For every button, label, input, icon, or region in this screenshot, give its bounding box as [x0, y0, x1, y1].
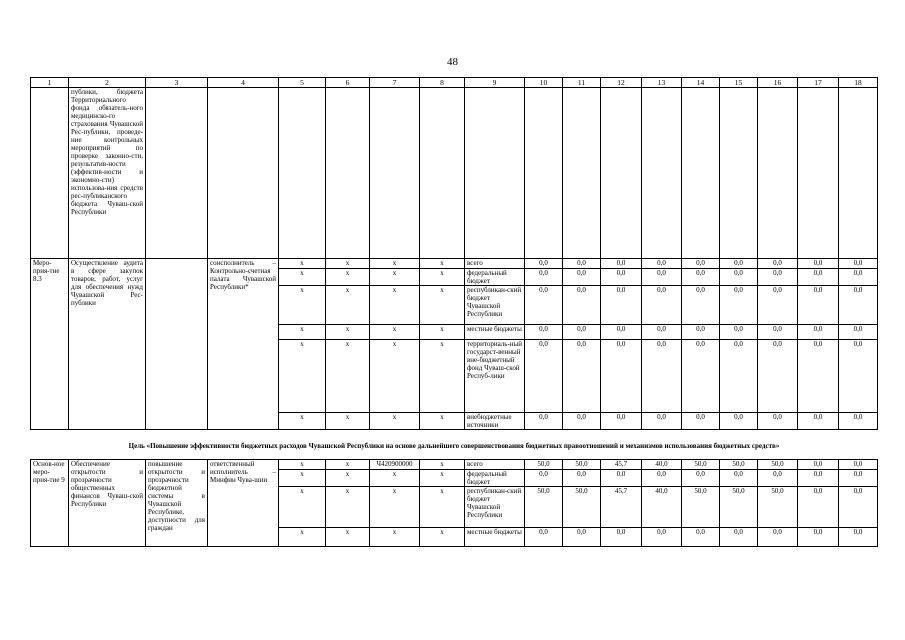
main-measure-9-value: 50,0: [682, 487, 720, 528]
measure-8-3-code-cell: x: [420, 340, 465, 413]
measure-8-3-value: 0,0: [601, 259, 642, 269]
measure-8-3-value: 0,0: [642, 269, 682, 286]
measure-8-3-value: 0,0: [563, 413, 601, 430]
main-measure-9-code-cell: x: [370, 528, 420, 547]
measure-8-3-value: 0,0: [563, 286, 601, 325]
measure-8-3-value: 0,0: [525, 413, 563, 430]
main-measure-9-value: 50,0: [563, 487, 601, 528]
main-measure-9-value: 40,0: [642, 460, 682, 470]
measure-8-3-code-cell: x: [420, 325, 465, 340]
measure-8-3-value: 0,0: [563, 340, 601, 413]
measure-8-3-value: 0,0: [601, 325, 642, 340]
main-measure-9-value: 0,0: [720, 528, 758, 547]
measure-8-3-value: 0,0: [839, 269, 878, 286]
main-measure-9-value: 0,0: [839, 487, 878, 528]
measure-8-3-source: местные бюджеты: [465, 325, 525, 340]
column-header-7: 7: [370, 78, 420, 88]
goal-row: [31, 430, 878, 460]
main-measure-9-executor: ответственный исполнитель – Минфин Чува-шии: [208, 460, 279, 547]
measure-8-3-code-cell: x: [370, 286, 420, 325]
measure-8-3-value: 0,0: [525, 269, 563, 286]
main-measure-9-value: 0,0: [601, 528, 642, 547]
measure-8-3-code-cell: x: [279, 286, 326, 325]
main-measure-9-value: 0,0: [839, 528, 878, 547]
column-header-15: 15: [720, 78, 758, 88]
measure-8-3-value: 0,0: [720, 340, 758, 413]
main-measure-9-code-cell: x: [370, 487, 420, 528]
measure-8-3-code-cell: x: [279, 413, 326, 430]
measure-8-3-value: 0,0: [720, 413, 758, 430]
main-measure-9-code-cell: x: [420, 470, 465, 487]
measure-8-3-value: 0,0: [563, 269, 601, 286]
measure-8-3-code-cell: x: [370, 269, 420, 286]
column-header-9: 9: [465, 78, 525, 88]
measure-8-3-value: 0,0: [525, 286, 563, 325]
continuation-description: публики, бюджета Территориального фонда обязатель-ного медицинско-го страхования Чувашской Рес-публики, проведе-ние контрольных мероприятий по проверке законно-сти, результатив-ности (эффектив-ности и экономно-сти) использова-ния средств рес-публиканского бюджета Чуваш-ской Республики: [69, 88, 146, 259]
main-measure-9-value: 0,0: [563, 470, 601, 487]
measure-8-3-value: 0,0: [798, 413, 839, 430]
column-header-12: 12: [601, 78, 642, 88]
main-measure-9-row: [31, 460, 878, 470]
measure-8-3-code-cell: x: [370, 413, 420, 430]
measure-8-3-value: 0,0: [682, 340, 720, 413]
main-measure-9-value: 0,0: [798, 460, 839, 470]
goal-heading: Цель «Повышение эффективности бюджетных расходов Чувашской Республики на основе дальнейшего совершенствования бюджетных правоотношений и механизмов использования бюджетных средств»: [31, 430, 878, 460]
measure-8-3-code-cell: x: [326, 269, 370, 286]
main-measure-9-source: федеральный бюджет: [465, 470, 525, 487]
main-measure-9-code-cell: x: [326, 470, 370, 487]
measure-8-3-value: 0,0: [642, 325, 682, 340]
measure-8-3-value: 0,0: [601, 286, 642, 325]
main-measure-9-source: всего: [465, 460, 525, 470]
measure-8-3-code-cell: x: [326, 259, 370, 269]
main-measure-9-code-cell: x: [279, 528, 326, 547]
measure-8-3-code-cell: x: [326, 286, 370, 325]
main-measure-9-value: 45,7: [601, 487, 642, 528]
measure-8-3-value: 0,0: [758, 413, 798, 430]
measure-8-3-value: 0,0: [798, 340, 839, 413]
main-measure-9-code-cell: x: [326, 528, 370, 547]
column-header-13: 13: [642, 78, 682, 88]
measure-8-3-value: 0,0: [601, 413, 642, 430]
measure-8-3-value: 0,0: [798, 286, 839, 325]
main-measure-9-description: Обеспечение открытости и прозрачности общественных финансов Чуваш-ской Республики: [69, 460, 146, 547]
measure-8-3-description: Осуществление аудита в сфере закупок товаров, работ, услуг для обеспечения нужд Чувашской Рес-публики: [69, 259, 146, 430]
measure-8-3-value: 0,0: [839, 259, 878, 269]
column-header-1: 1: [31, 78, 69, 88]
main-measure-9-code-cell: x: [420, 460, 465, 470]
measure-8-3-value: 0,0: [682, 413, 720, 430]
measure-8-3-source: территориаль-ный государст-венный вне-бюджетный фонд Чуваш-ской Респуб-лики: [465, 340, 525, 413]
main-measure-9-value: 0,0: [682, 470, 720, 487]
header-row: [31, 78, 878, 88]
column-header-2: 2: [69, 78, 146, 88]
measure-8-3-value: 0,0: [642, 413, 682, 430]
main-measure-9-value: 0,0: [720, 470, 758, 487]
main-measure-9-code-cell: x: [420, 487, 465, 528]
measure-8-3-source: республикан-ский бюджет Чувашской Республики: [465, 286, 525, 325]
measure-8-3-value: 0,0: [720, 286, 758, 325]
main-measure-9-value: 0,0: [682, 528, 720, 547]
measure-8-3-code-cell: x: [279, 340, 326, 413]
measure-8-3-code-cell: x: [279, 259, 326, 269]
column-header-16: 16: [758, 78, 798, 88]
measure-8-3-code-cell: x: [420, 413, 465, 430]
measure-8-3-code-cell: x: [370, 259, 420, 269]
measure-8-3-value: 0,0: [682, 259, 720, 269]
measure-8-3-value: 0,0: [720, 325, 758, 340]
measure-8-3-row: [31, 259, 878, 269]
main-measure-9-value: 50,0: [720, 487, 758, 528]
measure-8-3-value: 0,0: [758, 340, 798, 413]
main-measure-9-code-cell: x: [326, 460, 370, 470]
measure-8-3-value: 0,0: [720, 269, 758, 286]
measure-8-3-value: 0,0: [642, 286, 682, 325]
measure-8-3-value: 0,0: [525, 340, 563, 413]
main-measure-9-code-cell: x: [370, 470, 420, 487]
measure-8-3-value: 0,0: [642, 340, 682, 413]
main-measure-9-value: 50,0: [758, 487, 798, 528]
main-measure-9-code-cell: x: [326, 487, 370, 528]
main-measure-9-code-cell: Ч420900000: [370, 460, 420, 470]
measure-8-3-value: 0,0: [798, 269, 839, 286]
measure-8-3-source: всего: [465, 259, 525, 269]
measure-8-3-value: 0,0: [563, 325, 601, 340]
measure-8-3-value: 0,0: [758, 325, 798, 340]
main-measure-9-value: 0,0: [601, 470, 642, 487]
measure-8-3-value: 0,0: [839, 286, 878, 325]
measure-8-3-code-cell: x: [420, 259, 465, 269]
main-measure-9-result: повышение открытости и прозрачности бюджетной системы в Чувашской Республике, доступности для граждан: [146, 460, 208, 547]
measure-8-3-value: 0,0: [563, 259, 601, 269]
measure-8-3-number: Меро-прия-тие 8.3: [31, 259, 69, 430]
measure-8-3-code-cell: x: [279, 269, 326, 286]
measure-8-3-code-cell: x: [279, 325, 326, 340]
main-measure-9-number: Основ-ное меро-прия-тие 9: [31, 460, 69, 547]
measure-8-3-code-cell: x: [370, 325, 420, 340]
measure-8-3-code-cell: x: [326, 413, 370, 430]
measure-8-3-value: 0,0: [682, 269, 720, 286]
main-measure-9-value: 0,0: [798, 470, 839, 487]
main-measure-9-value: 50,0: [682, 460, 720, 470]
measure-8-3-value: 0,0: [839, 340, 878, 413]
measure-8-3-value: 0,0: [798, 259, 839, 269]
main-measure-9-value: 50,0: [525, 487, 563, 528]
measure-8-3-source: федеральный бюджет: [465, 269, 525, 286]
main-measure-9-value: 0,0: [642, 528, 682, 547]
main-measure-9-value: 0,0: [525, 528, 563, 547]
measure-8-3-code-cell: x: [370, 340, 420, 413]
measure-8-3-value: 0,0: [758, 269, 798, 286]
measure-8-3-value: 0,0: [839, 413, 878, 430]
main-measure-9-value: 50,0: [563, 460, 601, 470]
main-measure-9-value: 50,0: [758, 460, 798, 470]
main-measure-9-value: 45,7: [601, 460, 642, 470]
column-header-17: 17: [798, 78, 839, 88]
column-header-10: 10: [525, 78, 563, 88]
measure-8-3-code-cell: x: [420, 269, 465, 286]
measure-8-3-value: 0,0: [525, 325, 563, 340]
measure-8-3-result: [146, 259, 208, 430]
column-header-6: 6: [326, 78, 370, 88]
measure-8-3-code-cell: x: [420, 286, 465, 325]
page-number: 48: [447, 56, 458, 68]
continuation-row: [31, 88, 878, 259]
column-header-11: 11: [563, 78, 601, 88]
measure-8-3-value: 0,0: [682, 286, 720, 325]
main-measure-9-code-cell: x: [279, 470, 326, 487]
main-measure-9-value: 0,0: [758, 528, 798, 547]
main-measure-9-value: 40,0: [642, 487, 682, 528]
main-measure-9-value: 0,0: [563, 528, 601, 547]
main-measure-9-code-cell: x: [279, 487, 326, 528]
main-measure-9-value: 50,0: [720, 460, 758, 470]
measure-8-3-value: 0,0: [525, 259, 563, 269]
measure-8-3-code-cell: x: [326, 325, 370, 340]
measure-8-3-value: 0,0: [682, 325, 720, 340]
measure-8-3-value: 0,0: [758, 259, 798, 269]
program-table: [30, 77, 878, 547]
main-measure-9-code-cell: x: [279, 460, 326, 470]
measure-8-3-value: 0,0: [758, 286, 798, 325]
measure-8-3-source: внебюджетные источники: [465, 413, 525, 430]
main-measure-9-value: 50,0: [525, 460, 563, 470]
column-header-18: 18: [839, 78, 878, 88]
main-measure-9-value: 0,0: [839, 470, 878, 487]
measure-8-3-value: 0,0: [720, 259, 758, 269]
measure-8-3-value: 0,0: [839, 325, 878, 340]
main-measure-9-code-cell: x: [420, 528, 465, 547]
main-measure-9-value: 0,0: [525, 470, 563, 487]
main-measure-9-value: 0,0: [798, 487, 839, 528]
main-measure-9-value: 0,0: [758, 470, 798, 487]
measure-8-3-value: 0,0: [601, 340, 642, 413]
main-measure-9-source: местные бюджеты: [465, 528, 525, 547]
measure-8-3-code-cell: x: [326, 340, 370, 413]
measure-8-3-executor: соисполнитель – Контрольно-счетная палата Чувашской Республики*: [208, 259, 279, 430]
column-header-3: 3: [146, 78, 208, 88]
main-measure-9-source: республикан-ский бюджет Чувашской Республики: [465, 487, 525, 528]
column-header-5: 5: [279, 78, 326, 88]
main-measure-9-value: 0,0: [839, 460, 878, 470]
measure-8-3-value: 0,0: [642, 259, 682, 269]
main-measure-9-value: 0,0: [642, 470, 682, 487]
column-header-14: 14: [682, 78, 720, 88]
column-header-4: 4: [208, 78, 279, 88]
measure-8-3-value: 0,0: [601, 269, 642, 286]
measure-8-3-value: 0,0: [798, 325, 839, 340]
main-measure-9-value: 0,0: [798, 528, 839, 547]
column-header-8: 8: [420, 78, 465, 88]
